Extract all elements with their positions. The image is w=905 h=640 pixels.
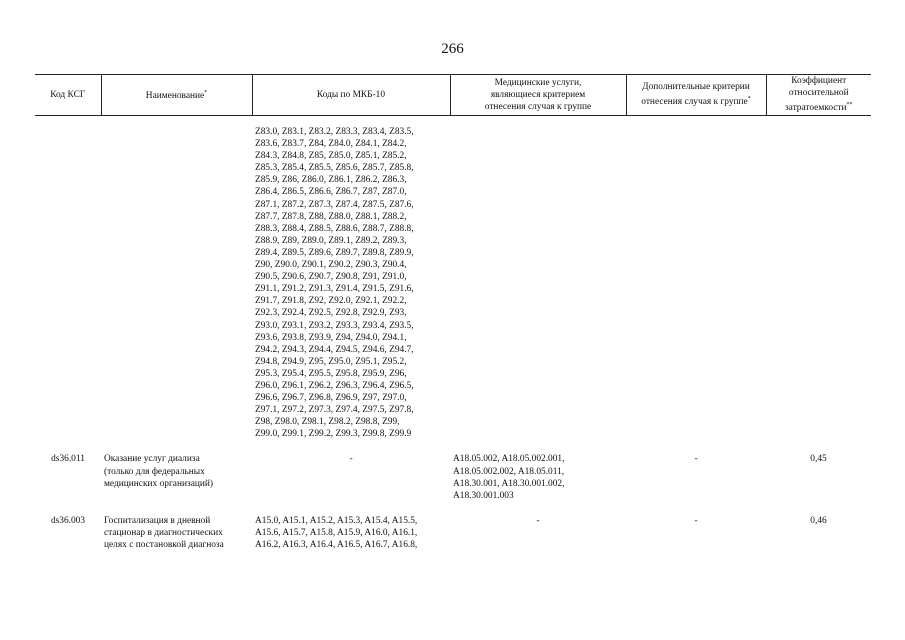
cell-name: Оказание услуг диализа (только для федеральных медицинских организаций) [104, 454, 214, 489]
cell-cost-coefficient: 0,46 [810, 515, 827, 526]
table-row [35, 453, 871, 501]
cell-additional-criteria [626, 126, 766, 440]
cell-name [101, 126, 252, 440]
header-criteria-footnote-mark: * [747, 96, 751, 103]
cell-ksg-code [35, 126, 101, 440]
table-row [35, 126, 871, 440]
table-row [35, 515, 871, 551]
cell-additional-criteria: - [694, 454, 698, 465]
ksg-table [35, 74, 871, 551]
header-name: Наименование* [101, 75, 252, 116]
page-number: 266 [441, 41, 464, 57]
cell-ksg-code: ds36.011 [51, 454, 85, 465]
cell-mkb-codes: Z83.0, Z83.1, Z83.2, Z83.3, Z83.4, Z83.5, Z83.6, Z83.7, Z84, Z84.0, Z84.1, Z84.2, Z84.3, Z84.8, Z85, Z85.0, Z85.1, Z85.2, Z85.3, Z85.4, Z85.5, Z85.6, Z85.7, Z85.8, Z85.9, Z86, Z86.0, Z86.1, Z86.2, Z86.3, Z86.4, Z86.5, Z86.6, Z86.7, Z87, Z87.0, Z87.1, Z87.2, Z87.3, Z87.4, Z87.5, Z87.6, Z87.7, Z87.8, Z88, Z88.0, Z88.1, Z88.2, Z88.3, Z88.4, Z88.5, Z88.6, Z88.7, Z88.8, Z88.9, Z89, Z89.0, Z89.1, Z89.2, Z89.3, Z89.4, Z89.5, Z89.6, Z89.7, Z89.8, Z89.9, Z90, Z90.0, Z90.1, Z90.2, Z90.3, Z90.4, Z90.5, Z90.6, Z90.7, Z90.8, Z91, Z91.0, Z91.1, Z91.2, Z91.3, Z91.4, Z91.5, Z91.6, Z91.7, Z91.8, Z92, Z92.0, Z92.1, Z92.2, Z92.3, Z92.4, Z92.5, Z92.8, Z92.9, Z93, Z93.0, Z93.1, Z93.2, Z93.3, Z93.4, Z93.5, Z93.6, Z93.8, Z93.9, Z94, Z94.0, Z94.1, Z94.2, Z94.3, Z94.4, Z94.5, Z94.6, Z94.7, Z94.8, Z94.9, Z95, Z95.0, Z95.1, Z95.2, Z95.3, Z95.4, Z95.5, Z95.8, Z95.9, Z96, Z96.0, Z96.1, Z96.2, Z96.3, Z96.4, Z96.5, Z96.6, Z96.7, Z96.8, Z96.9, Z97, Z97.0, Z97.1, Z97.2, Z97.3, Z97.4, Z97.5, Z97.8, Z98, Z98.0, Z98.1, Z98.2, Z98.8, Z99, Z99.0, Z99.1, Z99.2, Z99.3, Z99.8, Z99.9 [255, 127, 414, 440]
cell-cost-coefficient: 0,45 [810, 454, 827, 465]
header-coefficient-footnote-mark: ** [846, 102, 853, 109]
cell-cost-coefficient [766, 126, 871, 440]
cell-medical-services: - [536, 515, 540, 526]
cell-ksg-code: ds36.003 [50, 515, 86, 526]
cell-additional-criteria: - [694, 515, 698, 526]
header-cost-coefficient: Коэффициент относительной затратоемкости** [766, 75, 871, 116]
cell-medical-services [450, 126, 626, 440]
table-header [35, 75, 871, 116]
cell-mkb-codes: - [349, 454, 353, 465]
cell-mkb-codes: A15.0, A15.1, A15.2, A15.3, A15.4, A15.5, A15.6, A15.7, A15.8, A15.9, A16.0, A16.1, A16.2, A16.3, A16.4, A16.5, A16.7, A16.8, [255, 515, 418, 550]
header-ksg-code: Код КСГ [35, 75, 101, 116]
header-name-footnote-mark: * [204, 90, 208, 97]
header-mkb-codes: Коды по МКБ-10 [252, 75, 450, 116]
cell-name: Госпитализация в дневной стационар в диагностических целях с постановкой диагноза [104, 515, 224, 550]
cell-medical-services: A18.05.002, A18.05.002.001, A18.05.002.002, A18.05.011, A18.30.001, A18.30.001.002, A18.30.001.003 [453, 454, 565, 501]
header-additional-criteria: Дополнительные критерии отнесения случая к группе* [626, 75, 766, 116]
header-medical-services: Медицинские услуги, являющиеся критерием отнесения случая к группе [450, 75, 626, 116]
